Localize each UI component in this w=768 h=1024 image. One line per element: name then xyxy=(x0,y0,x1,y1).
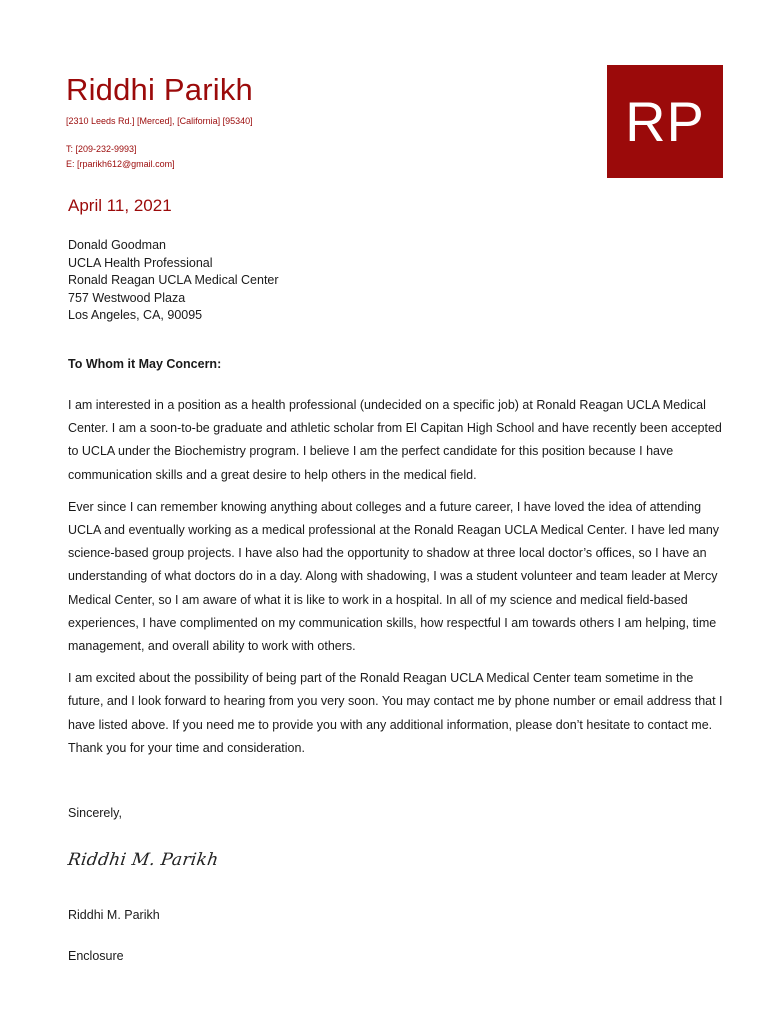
sender-address: [2310 Leeds Rd.] [Merced], [California] [95340] xyxy=(66,116,253,126)
body-paragraph-3: I am excited about the possibility of being part of the Ronald Reagan UCLA Medical Center team sometime in the future, and I look forward to hearing from you very soon. You may contact me by phone number or email address that I have listed above. If you need me to provide you with any additional information, please don’t hesitate to contact me. Thank you for your time and consideration. xyxy=(68,671,723,755)
typed-name: Riddhi M. Parikh xyxy=(68,908,160,922)
closing: Sincerely, xyxy=(68,806,122,820)
recipient-street: 757 Westwood Plaza xyxy=(68,290,186,305)
enclosure-note: Enclosure xyxy=(68,949,124,963)
salutation: To Whom it May Concern: xyxy=(68,357,222,371)
sender-email: E: [rparikh612@gmail.com] xyxy=(66,159,175,169)
body-paragraph-1: I am interested in a position as a health professional (undecided on a specific job) at Ronald Reagan UCLA Medical Center. I am a soon-to-be graduate and athletic scholar from El Capitan High School and have recently been accepted to UCLA under the Biochemistry program. I believe I am the perfect candidate for this position because I have communication skills and a great desire to help others in the medical field. xyxy=(68,398,722,482)
recipient-organization: Ronald Reagan UCLA Medical Center xyxy=(68,273,279,288)
sender-name: Riddhi Parikh xyxy=(66,72,253,107)
recipient-name: Donald Goodman xyxy=(68,238,166,252)
recipient-block xyxy=(68,237,279,325)
recipient-city: Los Angeles, CA, 90095 xyxy=(68,308,203,323)
letter-body xyxy=(68,394,728,769)
body-paragraph-2: Ever since I can remember knowing anything about colleges and a future career, I have loved the idea of attending UCLA and eventually working as a medical professional at the Ronald Reagan UCLA Medical Center. I have led many science-based group projects. I have also had the opportunity to shadow at three local doctor’s offices, so I have an understanding of what doctors do in a day. Along with shadowing, I was a student volunteer and team leader at Mercy Medical Center, so I am aware of what it is like to work in a hospital. In all of my science and medical field-based experiences, I have complimented on my communication skills, how respectful I am towards others I am helping, time management, and overall ability to work with others. xyxy=(68,499,720,654)
monogram-badge xyxy=(607,65,723,178)
letter-date: April 11, 2021 xyxy=(68,196,172,215)
monogram-initials: RP xyxy=(625,90,705,153)
recipient-title: UCLA Health Professional xyxy=(68,255,213,270)
sender-phone: T: [209-232-9993] xyxy=(66,144,137,154)
handwritten-signature: Riddhi M. Parikh xyxy=(66,850,220,870)
